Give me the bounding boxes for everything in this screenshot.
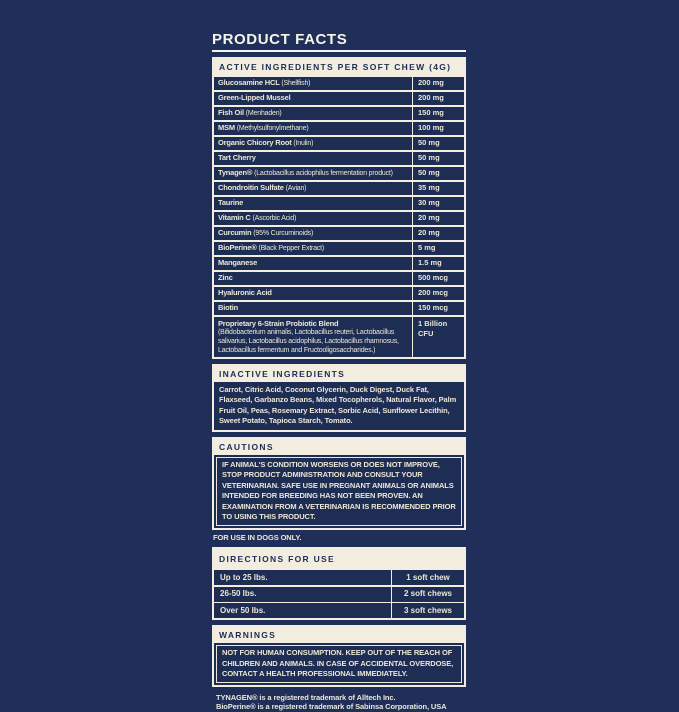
- inactive-ingredients-text: Carrot, Citric Acid, Coconut Glycerin, Duck Digest, Duck Fat, Flaxseed, Garbanzo Beans, Mixed Tocopherols, Natural Flavor, Palm Fruit Oil, Peas, Rosemary Extract, Sorbic Acid, Sunflower Lecithin, Sweet Potato, Tapioca Starch, Tomato.: [214, 382, 464, 430]
- directions-header: DIRECTIONS FOR USE: [219, 553, 335, 564]
- inactive-ingredients-header: INACTIVE INGREDIENTS: [219, 368, 346, 379]
- table-row: [214, 197, 464, 211]
- warnings-text: NOT FOR HUMAN CONSUMPTION. KEEP OUT OF THE REACH OF CHILDREN AND ANIMALS. IN CASE OF ACCIDENTAL OVERDOSE, CONTACT A HEALTH PROFESSIONAL IMMEDIATELY.: [216, 645, 462, 683]
- active-ingredients-panel: [212, 57, 466, 359]
- table-row: [214, 152, 464, 166]
- table-row: [214, 77, 464, 91]
- dose: 1 soft chew: [391, 570, 464, 585]
- ingredient-amount: 50 mg: [412, 167, 464, 181]
- ingredient-amount: 1 Billion CFU: [412, 317, 464, 357]
- table-row: [214, 287, 464, 301]
- ingredient-name: Zinc: [218, 272, 233, 282]
- table-row: [214, 137, 464, 151]
- ingredient-amount: 50 mg: [412, 137, 464, 151]
- ingredient-name: Glucosamine HCL: [218, 77, 280, 87]
- ingredient-detail: (95% Curcuminoids): [253, 229, 314, 237]
- label-content: [212, 31, 466, 712]
- ingredient-name: Curcumin: [218, 227, 252, 237]
- ingredient-detail: (Avian): [285, 184, 307, 192]
- table-row: [214, 257, 464, 271]
- table-row: [214, 122, 464, 136]
- ingredient-detail: (Methylsulfonylmethane): [236, 124, 309, 132]
- table-row: [214, 92, 464, 106]
- dogs-only-note: FOR USE IN DOGS ONLY.: [213, 532, 302, 542]
- page-title: PRODUCT FACTS: [212, 31, 348, 48]
- ingredient-amount: 5 mg: [412, 242, 464, 256]
- table-row: [214, 167, 464, 181]
- ingredient-detail: (Inulin): [293, 139, 314, 147]
- dose: 3 soft chews: [391, 603, 464, 618]
- ingredient-name: Tynagen®: [218, 167, 253, 177]
- table-row: [214, 242, 464, 256]
- title-underline: [212, 50, 466, 52]
- active-ingredients-header: ACTIVE INGREDIENTS PER SOFT CHEW (4G): [219, 62, 452, 72]
- ingredient-amount: 150 mg: [412, 107, 464, 121]
- warnings-panel: [212, 625, 466, 687]
- ingredient-amount: 35 mg: [412, 182, 464, 196]
- ingredient-detail: (Shellfish): [281, 79, 311, 87]
- ingredient-name: Chondroitin Sulfate: [218, 182, 284, 192]
- ingredient-name: Fish Oil: [218, 107, 244, 117]
- ingredient-detail: (Lactobacillus acidophilus fermentation product): [254, 169, 393, 177]
- cautions-panel: [212, 437, 466, 530]
- ingredient-name: BioPerine®: [218, 242, 257, 252]
- table-row: [214, 272, 464, 286]
- ingredient-name: Vitamin C: [218, 212, 251, 222]
- ingredient-amount: 50 mg: [412, 152, 464, 166]
- directions-row: [214, 603, 464, 618]
- trademark-line-tynagen: TYNAGEN® is a registered trademark of Alltech Inc.: [216, 692, 396, 702]
- ingredient-amount: 500 mcg: [412, 272, 464, 286]
- ingredient-name: MSM: [218, 122, 235, 132]
- table-row-probiotic-blend: [214, 317, 464, 357]
- ingredient-name: Tart Cherry: [218, 152, 256, 162]
- ingredient-amount: 200 mcg: [412, 287, 464, 301]
- ingredient-name: Organic Chicory Root: [218, 137, 292, 147]
- ingredient-name: Green-Lipped Mussel: [218, 92, 291, 102]
- table-row: [214, 107, 464, 121]
- cautions-box: [214, 455, 464, 528]
- ingredient-amount: 150 mcg: [412, 302, 464, 316]
- ingredient-detail: (Ascorbic Acid): [252, 214, 297, 222]
- weight-range: Over 50 lbs.: [220, 605, 266, 615]
- ingredient-name: Hyaluronic Acid: [218, 287, 272, 297]
- directions-panel: [212, 547, 466, 621]
- ingredient-name: Manganese: [218, 257, 258, 267]
- ingredient-detail: (Black Pepper Extract): [258, 244, 325, 252]
- weight-range: 26-50 lbs.: [220, 589, 257, 598]
- ingredient-amount: 20 mg: [412, 212, 464, 226]
- ingredient-name: Proprietary 6-Strain Probiotic Blend: [218, 318, 339, 328]
- warnings-header: WARNINGS: [219, 630, 277, 640]
- table-row: [214, 212, 464, 226]
- ingredient-amount: 100 mg: [412, 122, 464, 136]
- table-row: [214, 227, 464, 241]
- warnings-box: [214, 643, 464, 685]
- trademark-line-bioperine: BioPerine® is a registered trademark of Sabinsa Corporation, USA: [216, 702, 447, 711]
- cautions-text: IF ANIMAL'S CONDITION WORSENS OR DOES NOT IMPROVE, STOP PRODUCT ADMINISTRATION AND CONSULT YOUR VETERINARIAN. SAFE USE IN PREGNANT ANIMALS OR ANIMALS INTENDED FOR BREEDING HAS NOT BEEN PROVEN. AN EXAMINATION FROM A VETERINARIAN IS RECOMMENDED PRIOR TO USING THIS PRODUCT.: [216, 457, 462, 526]
- cautions-header: CAUTIONS: [219, 441, 274, 452]
- ingredient-amount: 200 mg: [412, 92, 464, 106]
- table-row: [214, 302, 464, 316]
- ingredient-detail: (Menhaden): [245, 109, 282, 117]
- dose: 2 soft chews: [391, 587, 464, 602]
- table-row: [214, 182, 464, 196]
- ingredient-name: Taurine: [218, 197, 244, 207]
- trademark-footnotes: [216, 693, 466, 712]
- ingredient-name: Biotin: [218, 302, 239, 312]
- ingredient-amount: 20 mg: [412, 227, 464, 241]
- ingredient-amount: 30 mg: [412, 197, 464, 211]
- ingredient-detail: (Bifidobacterium animalis, Lactobacillus reuteri, Lactobacillus salivarius, Lactobacillus acidophilus, Lactobacillus rhamnosus, Lactobacillus fermentum and Fructooligosaccharides.): [218, 328, 399, 354]
- directions-row: [214, 570, 464, 585]
- ingredient-amount: 200 mg: [412, 77, 464, 91]
- weight-range: Up to 25 lbs.: [220, 572, 268, 582]
- ingredient-amount: 1.5 mg: [412, 257, 464, 271]
- inactive-ingredients-panel: [212, 364, 466, 432]
- directions-row: [214, 587, 464, 602]
